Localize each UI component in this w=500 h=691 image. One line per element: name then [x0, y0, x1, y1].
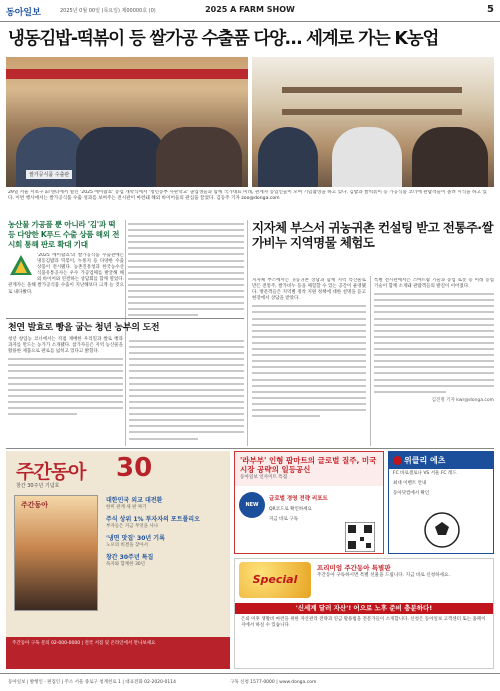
logo-dot-icon: [393, 456, 402, 465]
shelf: [282, 87, 462, 93]
item-sub: 부자들은 지금 무엇을 사나: [106, 524, 159, 529]
crowd-shape: [156, 127, 242, 187]
item-sub: 노포의 비결을 찾아서: [106, 543, 148, 548]
text-lines: [374, 293, 494, 393]
article-1-cont: [128, 220, 244, 316]
paper-name: 동아일보: [6, 8, 41, 18]
ad-fund-row: 동아닷컴에서 확인: [393, 491, 430, 496]
text-lines: [129, 340, 244, 440]
ad-fund-title: 위클리 에츠: [404, 456, 446, 465]
text-lines: [252, 305, 366, 417]
article-1-subhead: 농산물 가공품 뿐 아니라 '김'과 떡 등 다양한 K푸드 수출 상품 해외 전시회 통해 판로 확대 기대: [8, 220, 120, 249]
ad-insight[interactable]: [234, 451, 384, 554]
ad-insight-head: '라부부' 인형 팝마트의 글로벌 질주, 미국시장 공략의 일등공신: [240, 456, 377, 474]
article-3-head: [252, 220, 494, 274]
item-head: 주식 상위 1% 투자자의 포트폴리오: [106, 516, 200, 523]
article-1: [8, 220, 124, 316]
ad-insight-row: QR코드로 확인하세요: [269, 507, 312, 512]
ad-book-footer: 주간동아 구독 문의 02-000-0000 | 전국 서점 및 온라인에서 만나보세요: [6, 637, 230, 669]
ad-weekly[interactable]: [388, 451, 494, 554]
ad-insight-top: [235, 452, 383, 486]
section-divider: [6, 318, 244, 319]
shelf: [282, 109, 462, 115]
date-line: 2025년 0월 00일 (목요일) 제00000호 (0): [60, 8, 156, 14]
ad-fund-row: FC 바로셀로나 VS 서울 FC 레드: [393, 471, 457, 476]
article-3-body: 지자체 부스에서는 귀농귀촌 상담과 함께 지역 특산물로 만든 전통주, 쌀가비누 등을 체험할 수 있는 공간이 운영됐다. 방문객들은 지역별 정착 지원 정책에 대한 설명을 듣고 현장에서 상담을 받았다.: [252, 278, 366, 302]
special-strip: '신세계 달러 자산'! 어으로 노후 준비 충분하다!: [235, 603, 493, 614]
ad-book-items: [106, 497, 224, 573]
text-lines: [128, 223, 244, 316]
photo-caption: 29일 서울 서초구 aT센터에서 열린 '2025 에이팜쇼' 농업 개막식에서 '청년농부 사관학교' 졸업생들과 함께 국가대표 미래, 관계자 농업인들이 모여 기념촬영을 하고 있다. 김밥과 쌀떡볶이 등 가공식품 코너에 관람객들이 몰려 시식을 하고 있다. 이번 행사에서는 쌀가공식품 수출 성과를 보여주는 전시관이 마련돼 해외 바이어들의 관심을 끌었다. 김동주 기자 zoo@donga.com: [8, 190, 487, 202]
photo-label: 쌀가공식품 수출관: [26, 170, 72, 179]
photo-ceremony: [6, 57, 248, 187]
ad-book-subtitle: 창간 30주년 기념호: [16, 483, 60, 489]
crowd-shape: [76, 127, 166, 187]
item-sub: 한미 관계 새 판 짜기: [106, 505, 147, 510]
ad-fund-row: 최대 이벤트 안내: [393, 481, 427, 486]
column-divider: [247, 220, 248, 446]
ad-insight-sub: 동아일보 인사이트 특집: [240, 475, 288, 480]
column-divider: [370, 276, 371, 446]
ad-special[interactable]: [234, 558, 494, 669]
crowd-shape: [258, 127, 318, 187]
item-head: '냉면 맛집' 30년 기록: [106, 535, 165, 542]
ad-fund-head: [389, 452, 493, 469]
ad-book-item: [106, 497, 224, 511]
page-number: 5: [487, 4, 494, 15]
item-head: 대한민국 외교 대전환: [106, 497, 163, 504]
crowd-shape: [412, 127, 488, 187]
ad-book-item: [106, 516, 224, 530]
item-sub: 독자와 함께한 30년: [106, 562, 146, 567]
ad-insight-row: 지금 바로 구독: [269, 517, 298, 522]
article-2: [8, 322, 244, 446]
cover-title: 주간동아: [21, 501, 49, 509]
special-body: 은퇴 이후 생활비 마련을 위한 자산관리 전략과 연금 활용법을 전문가들이 소개합니다. 신청은 동아일보 고객센터 또는 홈페이지에서 하실 수 있습니다.: [241, 617, 486, 628]
article-4-body: 특별 전시관에서는 스마트팜 기술과 농업 로봇 등 미래 농업 기술이 함께 소개돼 관람객들의 발길이 이어졌다.: [374, 278, 494, 290]
new-badge: NEW: [239, 492, 265, 518]
ad-book-item: [106, 535, 224, 549]
article-2-body: 청년 창업농 코너에서는 직접 재배한 우리밀과 쌀로 빵과 과자를 만드는 농가가 소개됐다. 참가자들은 지역 농산물을 활용한 제품으로 판로를 넓히고 있다고 밝혔다.: [8, 337, 123, 355]
special-sub: 주간동아 구독하시면 특별 선물을 드립니다. 지금 바로 신청하세요.: [317, 573, 450, 578]
footer-right: 구독 신청 1577-0000 | www.donga.com: [230, 680, 317, 685]
item-head: 창간 30주년 특집: [106, 554, 154, 561]
football-icon: [419, 510, 465, 550]
ad-weekly-magazine[interactable]: [6, 451, 230, 669]
special-logo: Special: [239, 562, 311, 598]
ad-divider: [6, 448, 494, 449]
special-head: 프리미엄 주간동아 특별판: [317, 564, 391, 572]
article-4: [374, 278, 494, 446]
masthead: [0, 0, 500, 22]
main-headline: 냉동김밥-떡볶이 등 쌀가공 수출품 다양… 세계로 가는 K농업: [8, 29, 439, 49]
section-name: 2025 A FARM SHOW: [205, 5, 295, 14]
article-1-body: '2025 에이팜쇼'의 쌀가공식품 수출관에는 냉동김밥과 떡볶이, 누룽지 등 다양한 수출 상품이 전시됐다. 농촌진흥청과 한국농수산식품유통공사는 우수 가공업체를 발굴해 해외 바이어와 연결하는 상담회를 함께 열었다. 관계자는 올해 쌀가공식품 수출이 지난해보다 크게 늘 것으로 내다봤다.: [8, 253, 124, 295]
page-footer: [0, 673, 500, 691]
ad-book-title: 주간동아: [16, 461, 86, 483]
ad-book-item: [106, 554, 224, 568]
photo-booth: [252, 57, 494, 187]
org-logo-icon: [8, 253, 34, 279]
event-banner: [6, 69, 248, 79]
magazine-cover: [14, 495, 98, 611]
qr-code-icon: [345, 522, 375, 552]
article-3: [252, 278, 366, 446]
text-lines: [8, 358, 123, 415]
article-2-subhead: 천연 발효로 빵을 굽는 청년 농부의 도전: [8, 323, 160, 333]
org-logo: [8, 253, 34, 279]
ad-book-number: 30: [116, 453, 153, 483]
article-3-subhead: 지자체 부스서 귀농귀촌 컨설팅 받고 전통주·쌀가비누 지역명물 체험도: [252, 220, 493, 250]
crowd-shape: [332, 127, 402, 187]
footer-left: 동아일보 | 발행인 · 편집인 | 주소 서울 종로구 청계천로 1 | 대표전화 02-2020-0114: [8, 680, 176, 685]
byline: 김진명 기자 kwr@donga.com: [431, 397, 494, 403]
ad-insight-row: 글로벌 경영 전략 리포트: [269, 496, 328, 502]
